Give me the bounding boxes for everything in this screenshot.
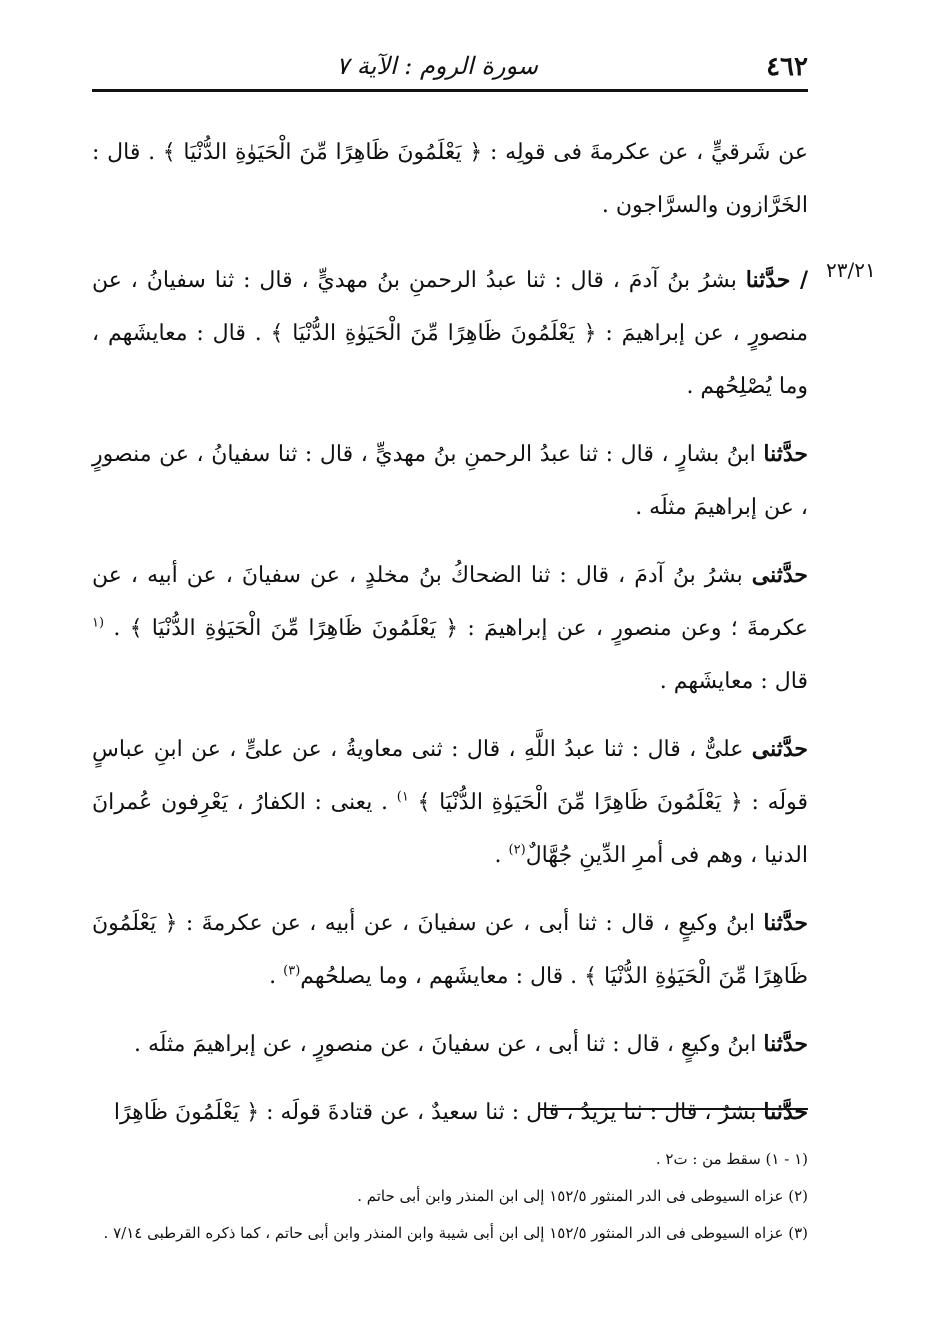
narration-lead: حدَّثنا [763, 1099, 808, 1125]
paragraph-2 [92, 254, 808, 413]
page-header [92, 46, 808, 92]
footnote-3: (٣) عزاه السيوطى فى الدر المنثور ١٥٢/٥ إلى ابن أبى شيبة وابن المنذر وابن أبى حاتم ، كما ذكره القرطبى ٧/١٤ . [103, 1224, 808, 1242]
paragraph-6 [92, 897, 808, 1003]
footnote-2: (٢) عزاه السيوطى فى الدر المنثور ١٥٢/٥ إلى ابن المنذر وابن أبى حاتم . [357, 1187, 808, 1205]
footnote-marker: (١ [92, 615, 105, 631]
paragraph-text: ابنُ وكيعٍ ، قال : ثنا أبى ، عن سفيانَ ، عن أبيه ، عن عكرمةَ : ﴿ يَعْلَمُونَ ظَاهِرًا مِّنَ الْحَيَوٰةِ الدُّنْيَا ﴾ . قال : معايشَهم ، وما يصلحُهم [92, 911, 808, 989]
main-text [92, 126, 808, 1139]
header-rule [92, 89, 808, 92]
paragraph-text: بشرُ بنُ آدمَ ، قال : ثنا الضحاكُ بنُ مخلدٍ ، عن سفيانَ ، عن أبيه ، عن عكرمةَ ؛ وعن منصورٍ ، عن إبراهيمَ : ﴿ يَعْلَمُونَ ظَاهِرًا مِّنَ الْحَيَوٰةِ الدُّنْيَا ﴾ . [92, 563, 808, 641]
page-number: ٤٦٢ [766, 52, 808, 82]
paragraph-1 [92, 126, 808, 232]
footnote-marker: ١) [396, 789, 409, 805]
paragraph-7 [92, 1018, 808, 1071]
narration-lead: حدَّثنى [751, 562, 808, 588]
narration-lead: حدَّثنا [763, 1031, 808, 1057]
narration-lead: حدَّثنا [763, 910, 808, 936]
footnote-rule [540, 1108, 808, 1110]
narration-lead: حدَّثنى [751, 736, 808, 762]
narration-lead: / حدَّثنا [745, 267, 808, 293]
paragraph-text: بشرٌ ، قال : ثنا يزيدُ ، قال : ثنا سعيدٌ ، عن قتادةَ قولَه : ﴿ يَعْلَمُونَ ظَاهِرًا [113, 1100, 764, 1125]
footnotes [92, 1143, 808, 1254]
paragraph-text: . [269, 964, 284, 989]
paragraph-text: بشرُ بنُ آدمَ ، قال : ثنا عبدُ الرحمنِ بنُ مهديٍّ ، قال : ثنا سفيانُ ، عن منصورٍ ، عن إبراهيمَ : ﴿ يَعْلَمُونَ ظَاهِرًا مِّنَ الْحَيَوٰةِ الدُّنْيَا ﴾ . قال : معايشَهم ، وما يُصْلِحُهم . [92, 268, 808, 399]
running-title: سورة الروم : الآية ٧ [336, 52, 538, 80]
footnote-1: (١ - ١) سقط من : ت٢ . [655, 1150, 808, 1168]
narration-lead: حدَّثنا [763, 441, 808, 467]
paragraph-5 [92, 723, 808, 882]
footnote-marker: (٣) [283, 963, 301, 979]
paragraph-text: علىٌّ ، قال : ثنا عبدُ اللَّهِ ، قال : ثنى معاويةُ ، عن علىٍّ ، عن ابنِ عباسٍ قولَه : ﴿ يَعْلَمُونَ ظَاهِرًا مِّنَ الْحَيَوٰةِ الدُّنْيَا ﴾ [92, 737, 808, 815]
paragraph-text: . [494, 843, 509, 868]
paragraph-text: عن شَرقيٍّ ، عن عكرمةَ فى قولِه : ﴿ يَعْلَمُونَ ظَاهِرًا مِّنَ الْحَيَوٰةِ الدُّنْيَا ﴾ . قال : الخَرَّازون والسرَّاجون . [92, 140, 808, 218]
paragraph-3 [92, 428, 808, 534]
footnote-marker: (٢) [508, 842, 526, 858]
margin-reference: ٢٣/٢١ [826, 258, 876, 282]
paragraph-text: قال : معايشَهم . [659, 669, 808, 694]
paragraph-text: ابنُ بشارٍ ، قال : ثنا عبدُ الرحمنِ بنُ مهديٍّ ، قال : ثنا سفيانُ ، عن منصورٍ ، عن إبراهيمَ مثلَه . [92, 442, 808, 520]
paragraph-text: ابنُ وكيعٍ ، قال : ثنا أبى ، عن سفيانَ ، عن منصورٍ ، عن إبراهيمَ مثلَه . [133, 1032, 764, 1057]
paragraph-4 [92, 549, 808, 708]
paragraph-8 [92, 1086, 808, 1139]
paragraph-text: . يعنى : الكفارُ ، يَعْرِفون عُمرانَ الدنيا ، وهم فى أمرِ الدِّينِ جُهَّالٌ [92, 790, 808, 868]
